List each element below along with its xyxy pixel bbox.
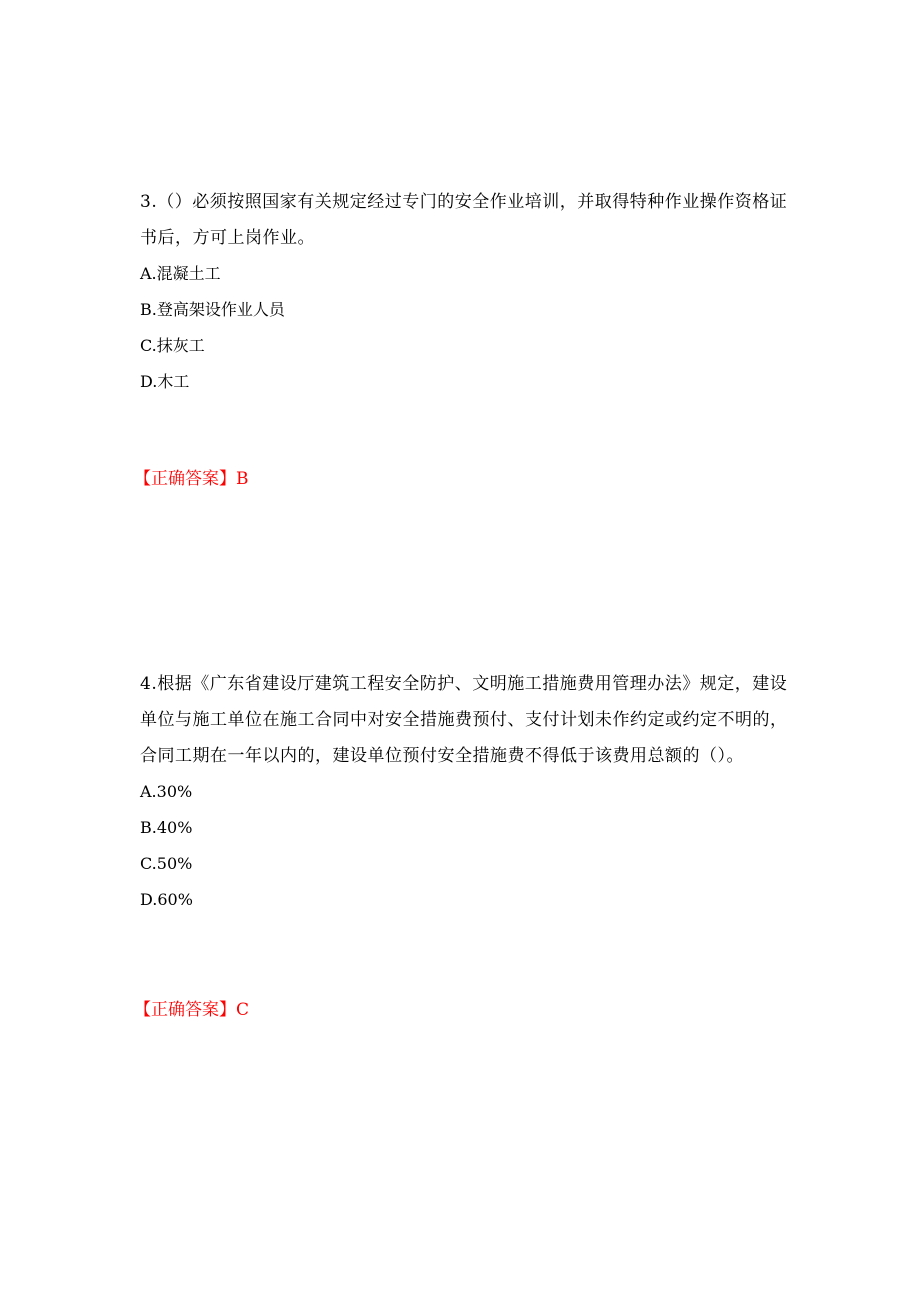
question-stem: 3.（）必须按照国家有关规定经过专门的安全作业培训，并取得特种作业操作资格证书后，方可上岗作业。 bbox=[140, 192, 788, 248]
answer-label: 【正确答案】 bbox=[134, 469, 236, 489]
option-d: D.木工 bbox=[140, 372, 190, 391]
option-c: C.50% bbox=[140, 854, 193, 873]
option-a: A.混凝土工 bbox=[140, 264, 221, 283]
option-c: C.抹灰工 bbox=[140, 336, 205, 355]
question-4 bbox=[140, 666, 790, 918]
option-d: D.60% bbox=[140, 890, 193, 909]
answer-label: 【正确答案】 bbox=[134, 1000, 236, 1020]
question-3 bbox=[140, 184, 790, 400]
option-b: B.40% bbox=[140, 818, 193, 837]
answer-value: B bbox=[236, 469, 249, 489]
option-b: B.登高架设作业人员 bbox=[140, 300, 285, 319]
answer-value: C bbox=[236, 1000, 250, 1020]
correct-answer bbox=[134, 467, 249, 491]
question-stem: 4.根据《广东省建设厅建筑工程安全防护、文明施工措施费用管理办法》规定，建设单位与施工单位在施工合同中对安全措施费预付、支付计划未作约定或约定不明的，合同工期在一年以内的，建设单位预付安全措施费不得低于该费用总额的（）。 bbox=[140, 674, 788, 766]
option-a: A.30% bbox=[140, 782, 193, 801]
option-list bbox=[140, 774, 790, 918]
correct-answer bbox=[134, 998, 249, 1022]
option-list bbox=[140, 256, 790, 400]
